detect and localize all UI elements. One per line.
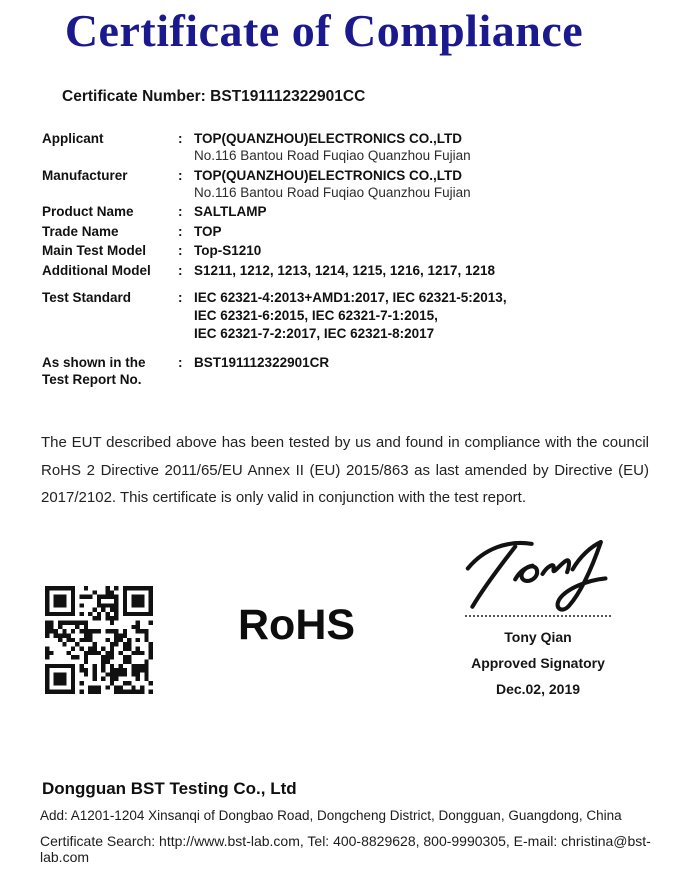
signatory-role: Approved Signatory xyxy=(471,655,605,671)
test-report-number: BST191112322901CR xyxy=(194,355,330,370)
compliance-statement: The EUT described above has been tested by us and found in compliance with the council RoHS 2 Directive 2011/65/EU Annex II (EU) 2015/863 as last amended by Directive (EU) 2017/2102. This certificate is only valid in conjunction with the test report. xyxy=(41,434,649,506)
field-row-additional-model xyxy=(42,262,648,279)
footer-address: Add: A1201-1204 Xinsanqi of Dongbao Road, Dongcheng District, Dongguan, Guangdong, China xyxy=(40,808,622,823)
field-row-main-test-model xyxy=(42,242,648,259)
field-label: Applicant xyxy=(42,131,104,146)
field-value: TOP xyxy=(194,223,222,239)
field-subvalue: No.116 Bantou Road Fuqiao Quanzhou Fujian xyxy=(194,148,471,163)
footer-contact: Certificate Search: http://www.bst-lab.com, Tel: 400-8829628, 800-9990305, E-mail: christina@bst-lab.com xyxy=(40,833,651,865)
field-value: SALTLAMP xyxy=(194,204,267,219)
field-colon: : xyxy=(178,355,183,370)
field-label: Main Test Model xyxy=(42,243,147,258)
field-value: S1211, 1212, 1213, 1214, 1215, 1216, 1217, 1218 xyxy=(194,262,496,278)
field-colon: : xyxy=(178,167,183,183)
qr-code xyxy=(45,584,153,696)
field-label: Additional Model xyxy=(42,262,151,278)
field-value: TOP(QUANZHOU)ELECTRONICS CO.,LTD xyxy=(194,131,462,146)
signature-dotted-line xyxy=(465,615,611,617)
field-label-line: As shown in the xyxy=(42,355,146,370)
field-label-line: Test Report No. xyxy=(42,372,142,387)
field-label: Product Name xyxy=(42,204,134,219)
signature-date: Dec.02, 2019 xyxy=(495,681,581,697)
field-colon: : xyxy=(178,290,183,305)
test-standard-line: IEC 62321-6:2015, IEC 62321-7-1:2015, xyxy=(194,308,438,323)
field-row-trade-name xyxy=(42,223,648,240)
field-value: Top-S1210 xyxy=(194,243,262,258)
field-row-applicant xyxy=(42,130,648,164)
field-row-test-report xyxy=(42,354,648,388)
certificate-fields xyxy=(42,130,648,281)
rohs-logo: RoHS xyxy=(238,601,356,649)
field-colon: : xyxy=(178,243,183,258)
field-row-manufacturer xyxy=(42,167,648,201)
signatory-name: Tony Qian xyxy=(504,629,572,645)
field-label: Test Standard xyxy=(42,290,132,305)
field-colon: : xyxy=(178,223,183,239)
page-title: Certificate of Compliance xyxy=(64,5,584,56)
field-colon: : xyxy=(178,262,183,278)
certificate-number-value: BST191112322901CC xyxy=(210,88,366,105)
field-colon: : xyxy=(178,204,183,219)
test-standard-line: IEC 62321-7-2:2017, IEC 62321-8:2017 xyxy=(194,326,435,341)
field-value: TOP(QUANZHOU)ELECTRONICS CO.,LTD xyxy=(194,167,462,183)
field-row-test-standard xyxy=(42,289,648,343)
field-label: Trade Name xyxy=(42,223,119,239)
field-colon: : xyxy=(178,131,183,146)
field-label: Manufacturer xyxy=(42,167,128,183)
field-row-product-name xyxy=(42,203,648,220)
field-subvalue: No.116 Bantou Road Fuqiao Quanzhou Fujian xyxy=(194,184,471,200)
certificate-number-label: Certificate Number: xyxy=(62,88,206,105)
test-standard-line: IEC 62321-4:2013+AMD1:2017, IEC 62321-5:2013, xyxy=(194,290,507,305)
certificate-number xyxy=(62,88,365,106)
footer-company-name: Dongguan BST Testing Co., Ltd xyxy=(42,779,297,798)
signature-handwriting xyxy=(449,532,627,614)
signature-block xyxy=(440,532,636,702)
